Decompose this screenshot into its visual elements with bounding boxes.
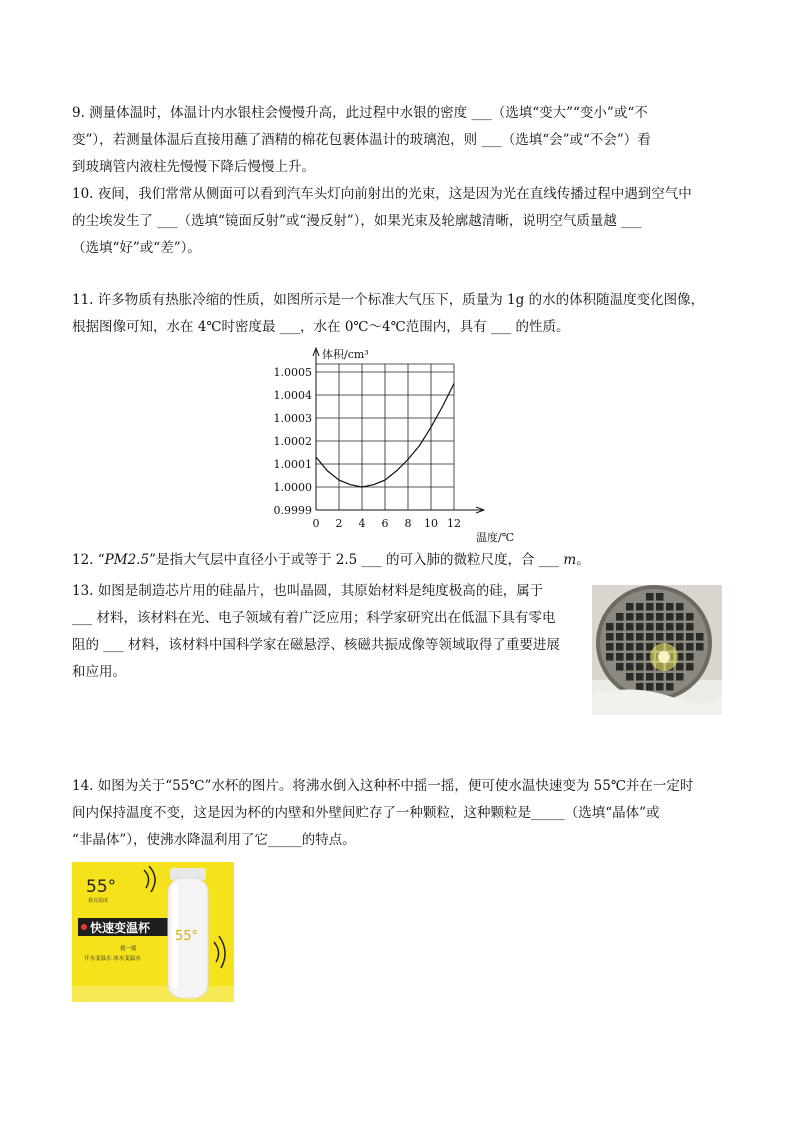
question-12-pm-term: PM2.5 bbox=[104, 552, 150, 568]
x-tick-label: 0 bbox=[312, 517, 320, 530]
wafer-chip bbox=[686, 653, 694, 661]
wafer-chip bbox=[636, 623, 644, 631]
wafer-chip bbox=[666, 603, 674, 611]
cup-logo: 55° bbox=[86, 877, 117, 897]
wafer-chip bbox=[616, 623, 624, 631]
wafer-chip bbox=[606, 623, 614, 631]
question-14-line-1: 14. 如图为关于“55℃”水杯的图片。将沸水倒入这种杯中摇一摇，便可使水温快速变为 55℃并在一定时 bbox=[72, 778, 694, 794]
wafer-chip bbox=[666, 623, 674, 631]
x-tick-label: 4 bbox=[358, 517, 366, 530]
question-11 bbox=[72, 287, 722, 341]
question-14-line-2: 间内保持温度不变，这是因为杯的内壁和外壁间贮存了一种颗粒，这种颗粒是_____（选填“晶体”或 bbox=[72, 805, 660, 821]
wafer-chip bbox=[686, 613, 694, 621]
y-tick-label: 1.0005 bbox=[273, 366, 312, 379]
question-9 bbox=[72, 100, 722, 181]
wafer-chip bbox=[626, 643, 634, 651]
wafer-chip bbox=[626, 673, 634, 681]
question-13-line-3: 阻的 ___ 材料，该材料中国科学家在磁悬浮、核磁共振成像等领域取得了重要进展 bbox=[72, 637, 560, 653]
wafer-chip bbox=[616, 613, 624, 621]
y-tick-label: 1.0004 bbox=[273, 389, 312, 402]
wafer-chip bbox=[616, 643, 624, 651]
cup-illustration bbox=[72, 862, 234, 1002]
wafer-chip bbox=[656, 623, 664, 631]
wafer-chip bbox=[656, 603, 664, 611]
wafer-chip bbox=[646, 613, 654, 621]
wafer-chip bbox=[646, 683, 654, 691]
wafer-chip bbox=[606, 633, 614, 641]
y-tick-label: 1.0003 bbox=[273, 412, 312, 425]
wafer-chip bbox=[626, 633, 634, 641]
wafer-chip bbox=[676, 673, 684, 681]
wafer-chip bbox=[646, 633, 654, 641]
wafer-chip bbox=[646, 623, 654, 631]
cup-body-label: 55° bbox=[175, 929, 199, 944]
cup-tag-water: 开水变温水 冰水变温水 bbox=[84, 956, 141, 962]
question-10-line-3: （选填“好”或“差”）。 bbox=[72, 240, 201, 256]
wafer-chip bbox=[636, 603, 644, 611]
y-tick-label: 1.0001 bbox=[273, 458, 312, 471]
question-13-line-1: 13. 如图是制造芯片用的硅晶片，也叫晶圆，其原始材料是纯度极高的硅，属于 bbox=[72, 583, 544, 599]
wafer-chip bbox=[666, 633, 674, 641]
question-10 bbox=[72, 181, 722, 262]
x-axis-label: 温度/℃ bbox=[476, 531, 515, 544]
wafer-chip bbox=[626, 653, 634, 661]
silicon-wafer-image bbox=[592, 585, 722, 715]
wafer-chip bbox=[636, 653, 644, 661]
wafer-chip bbox=[616, 633, 624, 641]
wafer-chip bbox=[626, 603, 634, 611]
chart-svg bbox=[260, 340, 560, 550]
wafer-chip bbox=[686, 643, 694, 651]
wafer-chip bbox=[636, 663, 644, 671]
wafer-chip bbox=[676, 613, 684, 621]
question-10-line-2: 的尘埃发生了 ___（选填“镜面反射”或“漫反射”），如果光束及轮廓越清晰，说明空气质量越 ___ bbox=[72, 213, 642, 229]
y-tick-label: 1.0000 bbox=[273, 481, 312, 494]
wafer-chip bbox=[676, 633, 684, 641]
question-11-line-2: 根据图像可知，水在 4℃时密度最 ___，水在 0℃～4℃范围内，具有 ___ 的性质。 bbox=[72, 319, 570, 335]
wafer-chip bbox=[636, 683, 644, 691]
wafer-chip bbox=[696, 633, 704, 641]
wafer-chip bbox=[676, 603, 684, 611]
wafer-chip bbox=[626, 663, 634, 671]
y-tick-label: 0.9999 bbox=[273, 504, 312, 517]
question-11-line-1: 11. 许多物质有热胀冷缩的性质，如图所示是一个标准大气压下，质量为 1g 的水的体积随温度变化图像， bbox=[72, 292, 705, 308]
wafer-chip bbox=[656, 673, 664, 681]
x-tick-label: 12 bbox=[447, 517, 461, 530]
x-tick-label: 10 bbox=[424, 517, 438, 530]
question-13 bbox=[72, 578, 582, 686]
question-9-line-2: 变”），若测量体温后直接用蘸了酒精的棉花包裹体温计的玻璃泡，则 ___（选填“会”或“不会”）看 bbox=[72, 132, 651, 148]
wafer-chip bbox=[646, 673, 654, 681]
wafer-chip bbox=[626, 623, 634, 631]
x-tick-label: 8 bbox=[404, 517, 412, 530]
question-13-line-4: 和应用。 bbox=[72, 664, 126, 680]
question-12-unit: m bbox=[563, 552, 577, 568]
wafer-chip bbox=[666, 673, 674, 681]
cup-headline: 快速变温杯 bbox=[90, 921, 151, 935]
question-14-line-3: “非晶体”），使沸水降温利用了它_____的特点。 bbox=[72, 832, 356, 848]
wafer-chip bbox=[686, 633, 694, 641]
question-9-line-3: 到玻璃管内液柱先慢慢下降后慢慢上升。 bbox=[72, 159, 315, 175]
wafer-chip bbox=[606, 643, 614, 651]
wafer-chip bbox=[616, 663, 624, 671]
x-tick-label: 6 bbox=[381, 517, 389, 530]
wafer-chip bbox=[656, 633, 664, 641]
x-tick-label: 2 bbox=[335, 517, 343, 530]
wafer-chip bbox=[616, 653, 624, 661]
wafer-chip bbox=[676, 623, 684, 631]
volume-temperature-chart bbox=[260, 340, 560, 550]
wafer-chip bbox=[656, 613, 664, 621]
wafer-chip bbox=[636, 643, 644, 651]
wafer-chip bbox=[646, 603, 654, 611]
question-12-end: 。 bbox=[576, 552, 590, 568]
wafer-chip bbox=[636, 673, 644, 681]
wafer-chip bbox=[606, 653, 614, 661]
cup-logo-subtitle: 我有温度 bbox=[88, 898, 109, 904]
wafer-chip bbox=[666, 613, 674, 621]
question-14 bbox=[72, 773, 722, 854]
question-12-prefix: 12. “ bbox=[72, 552, 105, 568]
cup-tag-shake: 摇一摇 bbox=[120, 946, 137, 952]
wafer-chip bbox=[686, 623, 694, 631]
question-9-line-1: 9. 测量体温时，体温计内水银柱会慢慢升高，此过程中水银的密度 ___（选填“变大”“变小”或“不 bbox=[72, 105, 648, 121]
wafer-chip bbox=[636, 613, 644, 621]
wafer-chip bbox=[666, 683, 674, 691]
wafer-chip bbox=[656, 683, 664, 691]
wafer-chip bbox=[676, 643, 684, 651]
wafer-chip bbox=[696, 643, 704, 651]
wafer-chip bbox=[626, 613, 634, 621]
wafer-illustration bbox=[592, 585, 722, 715]
y-tick-label: 1.0002 bbox=[273, 435, 312, 448]
wafer-chip bbox=[646, 593, 654, 601]
wafer-chip bbox=[676, 663, 684, 671]
55-degree-cup-image bbox=[72, 862, 234, 1002]
question-10-line-1: 10. 夜间，我们常常从侧面可以看到汽车头灯向前射出的光束，这是因为光在直线传播过程中遇到空气中 bbox=[72, 186, 692, 202]
wafer-chip bbox=[686, 663, 694, 671]
y-axis-label: 体积/cm³ bbox=[322, 348, 369, 361]
question-12-text: ”是指大气层中直径小于或等于 2.5 ___ 的可入肺的微粒尺度，合 ___ bbox=[149, 552, 564, 568]
question-13-line-2: ___ 材料，该材料在光、电子领域有着广泛应用；科学家研究出在低温下具有零电 bbox=[72, 610, 556, 626]
wafer-chip bbox=[656, 593, 664, 601]
wafer-chip bbox=[636, 633, 644, 641]
question-12 bbox=[72, 547, 722, 574]
